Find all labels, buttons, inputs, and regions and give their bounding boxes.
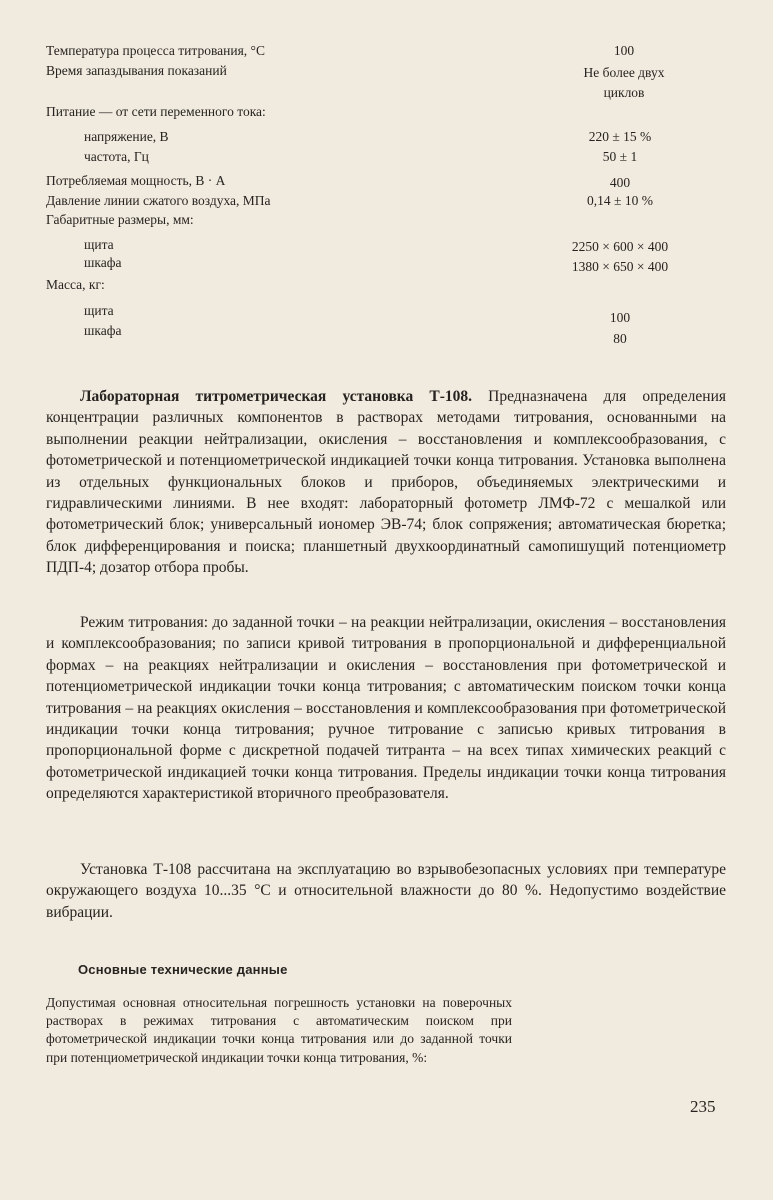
paragraph-description <box>46 386 726 579</box>
spec-label: частота, Гц <box>84 149 149 164</box>
spec-value: 100 <box>609 310 631 325</box>
spec-value: Не более двух <box>583 65 665 80</box>
spec-group-label: Габаритные размеры, мм: <box>46 212 194 227</box>
spec-label: напряжение, В <box>84 129 169 144</box>
spec-value: 100 <box>613 43 635 58</box>
paragraph-text: Предназначена для определения концентрации различных компонентов в растворах методами титрования, основанными на выполнении реакции нейтрализации, окисления – восстановления и комплексообразования, с фотометрической и потенциометрической индикацией точки конца титрования. Установка выполнена из отдельных функциональных блоков и приборов, объединяемых электрическими и гидравлическими линиями. В нее входят: лабораторный фотометр ЛМФ-72 с мешалкой или фотометрический блок; универсальный иономер ЭВ-74; блок сопряжения; автоматическая бюретка; блок дифференцирования и поиска; планшетный двухкоординатный самопишущий потенциометр ПДП-4; дозатор отбора пробы. <box>46 388 726 577</box>
spec-value: 80 <box>613 331 627 346</box>
spec-label: Температура процесса титрования, °С <box>46 43 265 58</box>
spec-label: щита <box>84 303 114 318</box>
section-paragraph: Допустимая основная относительная погрешность установки на поверочных растворах в режимах титрования с автоматическим поиском при фотометрической индикации точки конца титрования или до заданной точки при потенциометрической индикации точки конца титрования, %: <box>46 995 512 1065</box>
device-title: Лабораторная титрометрическая установка Т-108. <box>80 388 473 405</box>
spec-value: 220 ± 15 % <box>588 129 652 144</box>
spec-label: шкафа <box>84 323 122 338</box>
spec-group-label: Питание — от сети переменного тока: <box>46 104 266 119</box>
page-number: 235 <box>690 1097 716 1116</box>
spec-label: Потребляемая мощность, В · А <box>46 173 226 188</box>
spec-label: щита <box>84 237 114 252</box>
paragraph-operating-conditions <box>46 859 726 923</box>
spec-label: Время запаздывания показаний <box>46 63 227 78</box>
spec-value: 2250 × 600 × 400 <box>571 239 669 254</box>
spec-group-label: Масса, кг: <box>46 277 105 292</box>
paragraph-text: Установка Т-108 рассчитана на эксплуатацию во взрывобезопасных условиях при температуре окружающего воздуха 10...35 °С и относительной влажности до 80 %. Недопустимо воздействие вибрации. <box>46 861 726 921</box>
spec-label: шкафа <box>84 255 122 270</box>
paragraph-titration-modes <box>46 612 726 805</box>
spec-value: 1380 × 650 × 400 <box>571 259 669 274</box>
spec-value: 400 <box>609 175 631 190</box>
paragraph-text: Режим титрования: до заданной точки – на реакции нейтрализации, окисления – восстановления и комплексообразования; по записи кривой титрования в пропорциональной и дифференциальной формах – на реакциях нейтрализации и окисления – восстановления при фотометрической и потенциометрической индикации точки конца титрования; с автоматическим поиском точки конца титрования – на реакциях окисления – восстановления и комплексообразования при фотометрической индикации точки конца титрования; ручное титрование с записью кривых титрования в пропорциональной форме с дискретной подачей титранта – на всех типах химических реакций с фотометрической индикацией точки конца титрования. Пределы индикации точки конца титрования определяются характеристикой вторичного преобразователя. <box>46 614 726 803</box>
spec-value: 0,14 ± 10 % <box>587 193 653 208</box>
section-heading: Основные технические данные <box>78 962 288 977</box>
spec-value: 50 ± 1 <box>602 149 638 164</box>
spec-value-continued: циклов <box>603 85 645 100</box>
spec-label: Давление линии сжатого воздуха, МПа <box>46 193 271 208</box>
